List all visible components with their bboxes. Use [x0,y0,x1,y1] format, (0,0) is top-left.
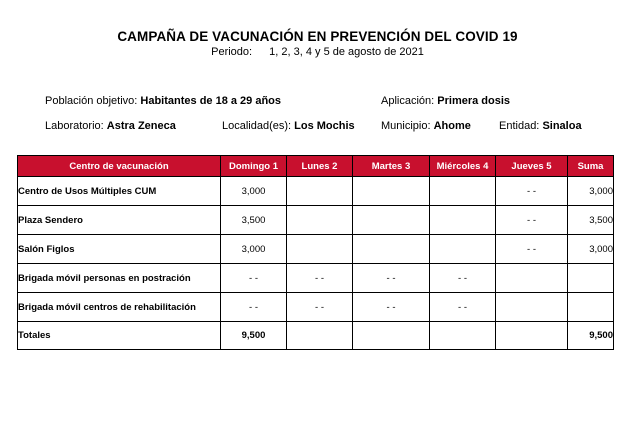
column-header: Miércoles 4 [430,156,496,177]
column-header: Centro de vacunación [18,156,221,177]
table-cell: 3,500 [221,206,287,235]
sum-cell: 3,000 [568,235,614,264]
table-cell: - - [221,264,287,293]
table-cell [287,206,353,235]
table-cell: - - [287,293,353,322]
totals-cell [496,322,568,350]
table-cell [496,264,568,293]
totals-row [18,322,614,350]
table-cell [353,177,430,206]
table-cell [287,177,353,206]
entidad-value: Sinaloa [542,120,582,132]
column-header: Domingo 1 [221,156,287,177]
table-cell: - - [353,293,430,322]
totals-label: Totales [18,322,221,350]
sum-cell [568,264,614,293]
totals-sum: 9,500 [568,322,614,350]
totals-cell [287,322,353,350]
municipio-value: Ahome [433,120,471,132]
localidad-label: Localidad(es): [222,120,292,132]
vaccination-table [17,155,614,350]
aplicacion-info [381,95,510,107]
table-header-row [18,156,614,177]
table-row [18,235,614,264]
table-row [18,206,614,235]
period-label: Periodo: [211,46,253,58]
laboratorio-label: Laboratorio: [45,120,104,132]
sum-cell [568,293,614,322]
entidad-info [499,120,582,132]
column-header: Lunes 2 [287,156,353,177]
table-cell: - - [430,293,496,322]
laboratorio-value: Astra Zeneca [106,120,176,132]
table-cell: - - [430,264,496,293]
table-cell: - - [496,177,568,206]
column-header: Jueves 5 [496,156,568,177]
municipio-label: Municipio: [381,120,431,132]
table-cell [430,206,496,235]
column-header: Suma [568,156,614,177]
totals-cell [353,322,430,350]
table-cell: - - [353,264,430,293]
table-row [18,293,614,322]
center-name: Salón Figlos [18,235,221,264]
period-line [0,46,635,58]
table-cell: 3,000 [221,177,287,206]
table-cell [353,206,430,235]
center-name: Brigada móvil personas en postración [18,264,221,293]
table-cell: 3,000 [221,235,287,264]
table-cell [353,235,430,264]
table-row [18,264,614,293]
aplicacion-value: Primera dosis [437,95,511,107]
column-header: Martes 3 [353,156,430,177]
table-cell: - - [496,206,568,235]
table-cell: - - [221,293,287,322]
center-name: Plaza Sendero [18,206,221,235]
poblacion-label: Población objetivo: [45,95,138,107]
sum-cell: 3,500 [568,206,614,235]
totals-cell: 9,500 [221,322,287,350]
table-cell [287,235,353,264]
document-title: CAMPAÑA DE VACUNACIÓN EN PREVENCIÓN DEL COVID 19 [117,29,518,44]
municipio-info [381,120,471,132]
laboratorio-info [45,120,176,132]
poblacion-info [45,95,281,107]
table-cell [430,177,496,206]
period-value: 1, 2, 3, 4 y 5 de agosto de 2021 [269,46,424,58]
center-name: Centro de Usos Múltiples CUM [18,177,221,206]
table-cell: - - [287,264,353,293]
sum-cell: 3,000 [568,177,614,206]
totals-cell [430,322,496,350]
table-cell [430,235,496,264]
localidad-info [222,120,355,132]
localidad-value: Los Mochis [294,120,355,132]
entidad-label: Entidad: [499,120,540,132]
aplicacion-label: Aplicación: [381,95,435,107]
center-name: Brigada móvil centros de rehabilitación [18,293,221,322]
table-row [18,177,614,206]
poblacion-value: Habitantes de 18 a 29 años [140,95,282,107]
table-cell: - - [496,235,568,264]
table-cell [496,293,568,322]
